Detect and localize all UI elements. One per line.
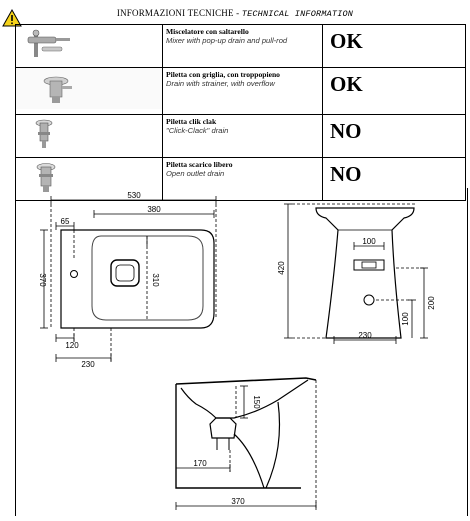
section-view bbox=[176, 378, 316, 510]
spec-table bbox=[15, 24, 466, 201]
spec-image-cell bbox=[16, 115, 163, 158]
dim-outlet-height: 200 bbox=[427, 296, 436, 310]
dim-drain-x: 120 bbox=[65, 341, 79, 350]
dim-drain-x2: 230 bbox=[81, 360, 95, 369]
click-clack-drain-icon bbox=[16, 115, 162, 152]
dim-base-width: 230 bbox=[358, 331, 372, 340]
dim-front-height: 420 bbox=[277, 261, 286, 275]
dim-section-depth: 150 bbox=[252, 395, 261, 409]
dim-inner-width: 100 bbox=[362, 237, 376, 246]
spec-text-cell bbox=[163, 68, 323, 115]
spec-text-cell bbox=[163, 115, 323, 158]
page-header bbox=[0, 8, 470, 19]
spec-image-cell bbox=[16, 25, 163, 68]
spec-row bbox=[16, 25, 466, 68]
technical-drawing bbox=[15, 188, 468, 516]
spec-status: OK bbox=[323, 68, 466, 115]
spec-status: OK bbox=[323, 25, 466, 68]
dim-bowl-width: 380 bbox=[147, 205, 161, 214]
dim-section-drain: 170 bbox=[193, 459, 207, 468]
strainer-drain-icon bbox=[16, 68, 162, 109]
spec-row bbox=[16, 68, 466, 115]
dim-section-width: 370 bbox=[231, 497, 245, 506]
spec-status: NO bbox=[323, 115, 466, 158]
header-title-it: INFORMAZIONI TECNICHE - bbox=[116, 8, 242, 18]
dim-tap-offset: 65 bbox=[60, 217, 70, 226]
dim-outlet-height2: 100 bbox=[401, 312, 410, 326]
dim-top-width: 530 bbox=[127, 191, 141, 200]
spec-label-en: "Click-Clack" drain bbox=[166, 126, 229, 135]
dim-depth: 370 bbox=[38, 273, 47, 287]
spec-label-en: Drain with strainer, with overflow bbox=[166, 79, 275, 88]
dim-bowl-depth: 310 bbox=[151, 273, 160, 287]
spec-text-cell bbox=[163, 25, 323, 68]
spec-label-it: Piletta clik clak bbox=[166, 117, 217, 126]
header-title-en: TECHNICAL INFORMATION bbox=[241, 9, 354, 19]
spec-label-it: Piletta con griglia, con troppopieno bbox=[166, 70, 280, 79]
spec-label-it: Piletta scarico libero bbox=[166, 160, 233, 169]
spec-label-en: Mixer with pop-up drain and pull-rod bbox=[166, 36, 288, 45]
spec-label-it: Miscelatore con saltarello bbox=[166, 27, 249, 36]
pull-rod-mixer-icon bbox=[16, 25, 162, 62]
spec-label-en: Open outlet drain bbox=[166, 169, 225, 178]
spec-image-cell bbox=[16, 68, 163, 115]
spec-row bbox=[16, 115, 466, 158]
spec-status: NO bbox=[323, 158, 466, 201]
